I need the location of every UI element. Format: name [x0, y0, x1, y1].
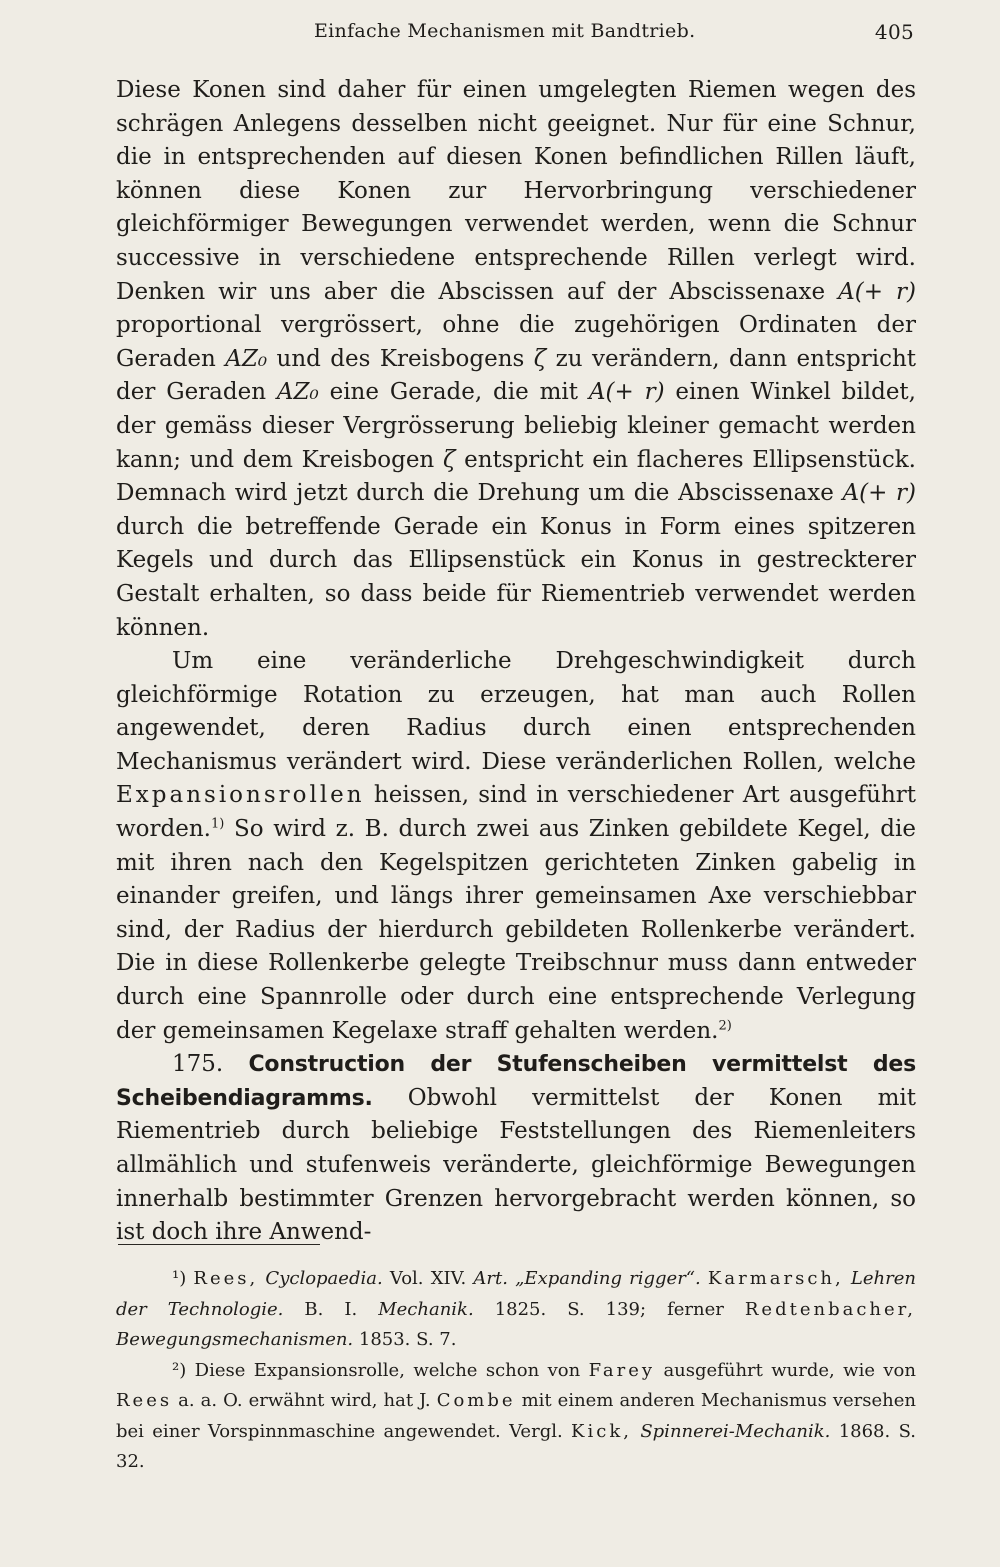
- text-run: B. I.: [283, 1298, 379, 1320]
- section-title: Construction der Stufenscheiben vermittelst des Scheibendiagramms.: [116, 1052, 917, 1111]
- work-title: Bewegungsmechanismen.: [116, 1329, 354, 1350]
- work-title: Mechanik.: [378, 1298, 474, 1320]
- author-name: Redtenbacher,: [744, 1298, 916, 1320]
- text-run: Um eine veränderliche Drehgeschwindigkeit durch gleichförmige Rotation zu erzeugen, hat man auch Rollen angewendet, deren Radius durch einen entsprechenden Mechanismus verändert wird. Diese veränderlichen Rollen, welche: [116, 648, 916, 775]
- text-run: und des Kreisbogens: [267, 345, 534, 372]
- text-run: Diese Expansionsrolle, welche schon von: [186, 1359, 589, 1381]
- text-run: ausgeführt wurde, wie von: [655, 1359, 916, 1381]
- footnote-2: [116, 1356, 916, 1478]
- text-run: Obwohl vermittelst der Konen mit Riementrieb durch beliebige Feststellungen des Riemenleiters allmählich und stufenweis veränderte, gleichförmige Bewegungen innerhalb bestimmter Grenzen hervorgebracht werden können, so ist doch ihre Anwend-: [116, 1084, 916, 1246]
- text-run: entspricht ein flacheres Ellipsenstück. Demnach wird jetzt durch die Drehung um die Abscissenaxe: [116, 446, 916, 507]
- text-run: einen Winkel bildet, der gemäss dieser Vergrösserung beliebig kleiner gemacht werden kann; und dem Kreisbogen: [116, 379, 916, 473]
- footnote-ref-2[interactable]: 2): [718, 1017, 732, 1033]
- work-title: Art. „Expanding rigger“.: [473, 1268, 701, 1289]
- math-symbol: AZ₀: [225, 345, 268, 372]
- footnote-divider: [118, 1244, 320, 1245]
- math-symbol: ζ: [533, 345, 547, 372]
- footnote-ref-1[interactable]: 1): [211, 816, 225, 832]
- section-175: [116, 1048, 916, 1250]
- math-symbol: ζ: [442, 446, 456, 473]
- running-title: Einfache Mechanismen mit Bandtrieb.: [314, 20, 696, 42]
- text-run: Vol. XIV.: [382, 1268, 474, 1289]
- footnote-mark: ¹): [172, 1268, 187, 1289]
- text-run: heissen, sind in verschiedener Art ausgeführt worden.: [116, 782, 916, 843]
- text-run: So wird z. B. durch zwei aus Zinken gebildete Kegel, die mit ihren nach den Kegelspitzen gerichteten Zinken gabelig in einander greifen, und längs ihrer gemeinsamen Axe verschiebbar sind, der Radius der hierdurch gebildeten Rollenkerbe verändert. Die in diese Rollenkerbe gelegte Treibschnur muss dann entweder durch eine Spannrolle oder durch eine entsprechende Verlegung der gemeinsamen Kegelaxe straff gehalten werden.: [116, 816, 916, 1044]
- author-name: Karmarsch,: [707, 1268, 844, 1289]
- math-symbol: AZ₀: [276, 379, 319, 406]
- author-name: Rees,: [193, 1268, 259, 1289]
- person-name: Rees: [116, 1390, 173, 1411]
- work-title: Lehren der Technologie.: [116, 1268, 916, 1320]
- footnote-1: [116, 1264, 916, 1356]
- work-title: Spinnerei-Mechanik.: [640, 1420, 831, 1442]
- text-run: 1853. S. 7.: [353, 1329, 457, 1350]
- person-name: Kick,: [571, 1420, 632, 1442]
- spaced-term: Expansionsrollen: [116, 782, 365, 809]
- text-run: mit einem anderen Mechanismus versehen bei einer Vorspinnmaschine angewendet. Vergl.: [116, 1390, 916, 1442]
- text-run: 1868. S. 32.: [116, 1420, 916, 1472]
- running-header: [116, 16, 916, 50]
- math-symbol: A(+ r): [842, 480, 916, 507]
- text-run: eine Gerade, die mit: [318, 379, 589, 406]
- math-symbol: A(+ r): [588, 379, 665, 406]
- main-text: [116, 74, 916, 1250]
- person-name: Farey: [588, 1359, 656, 1381]
- footnotes: [116, 1264, 916, 1478]
- paragraph-konen: [116, 74, 916, 645]
- text-run: Diese Konen sind daher für einen umgelegten Riemen wegen des schrägen Anlegens desselben nicht geeignet. Nur für eine Schnur, die in entsprechenden auf diesen Konen befindlichen Rillen läuft, können diese Konen zur Hervorbringung verschiedener gleichförmiger Bewegungen verwendet werden, wenn die Schnur successive in verschiedene entsprechende Rillen verlegt wird. Denken wir uns aber die Abscissen auf der Abscissenaxe: [116, 77, 916, 305]
- text-run: a. a. O. erwähnt wird, hat J.: [172, 1390, 437, 1411]
- text-run: durch die betreffende Gerade ein Konus in Form eines spitzeren Kegels und durch das Ellipsenstück ein Konus in gestreckterer Gestalt erhalten, so dass beide für Riementrieb verwendet werden können.: [116, 513, 916, 641]
- text-run: proportional vergrössert, ohne die zugehörigen Ordinaten der Geraden: [116, 312, 916, 372]
- math-symbol: A(+ r): [838, 278, 916, 305]
- person-name: Combe: [436, 1390, 516, 1411]
- footnote-mark: ²): [172, 1359, 187, 1381]
- work-title: Cyclopaedia.: [265, 1268, 383, 1289]
- text-run: 1825. S. 139; ferner: [473, 1298, 745, 1320]
- section-number: 175.: [172, 1051, 224, 1078]
- paragraph-expansionsrollen: [116, 645, 916, 1048]
- text-run: zu verändern, dann entspricht der Geraden: [116, 345, 917, 406]
- page-number: 405: [874, 20, 914, 44]
